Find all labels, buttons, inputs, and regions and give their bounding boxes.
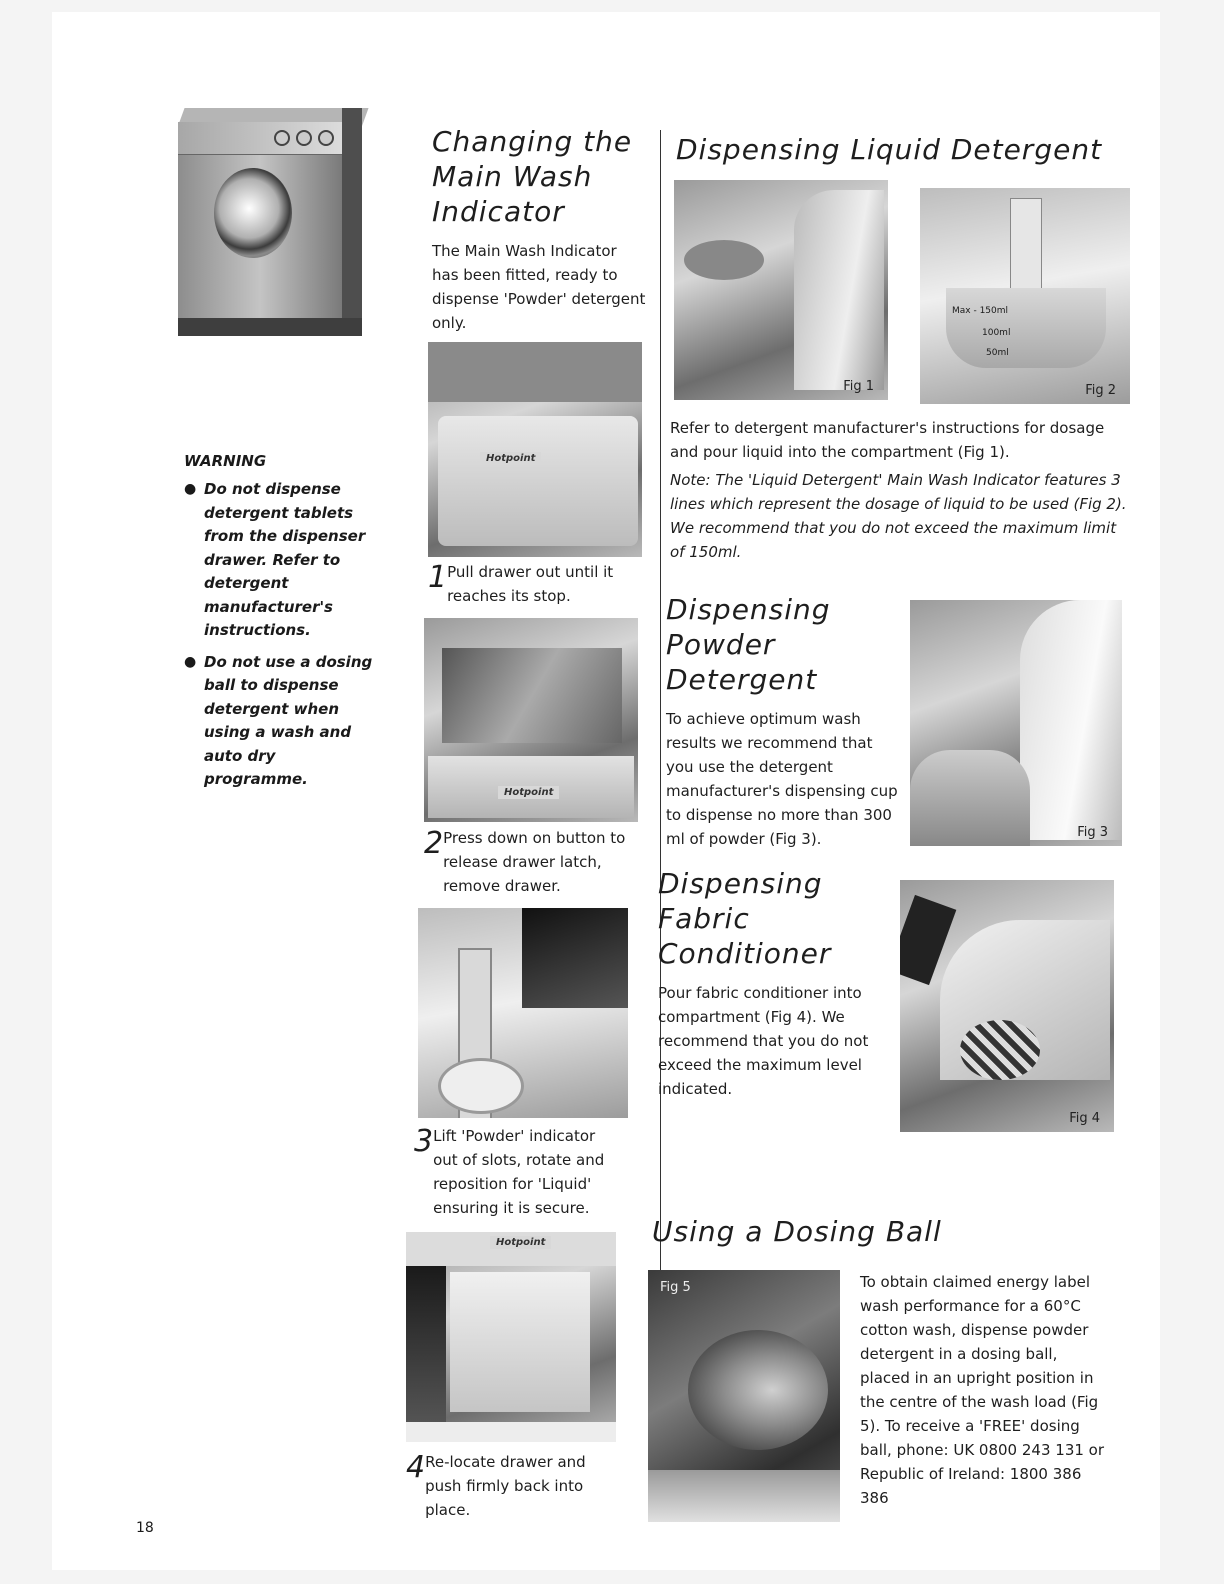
powder-title-line: Powder xyxy=(666,628,776,661)
brand-label: Hotpoint xyxy=(480,452,541,465)
marking-50: 50ml xyxy=(986,348,1009,358)
fig-label: Fig 5 xyxy=(660,1280,691,1295)
drawer-photo-4 xyxy=(406,1232,616,1442)
changing-intro: The Main Wash Indicator has been fitted, ready to dispense 'Powder' detergent only. xyxy=(432,242,646,332)
warning-box xyxy=(184,452,384,800)
machine-door xyxy=(214,168,292,258)
warning-title: WARNING xyxy=(184,452,267,470)
fabric-body: Pour fabric conditioner into compartment (Fig 4). We recommend that you do not exceed the maximum level indicated. xyxy=(658,984,869,1098)
drawer-photo-2 xyxy=(424,618,638,822)
washing-machine-photo xyxy=(178,108,362,348)
changing-title-line: Changing the xyxy=(432,125,633,158)
powder-section xyxy=(666,592,898,851)
marking-max: Max - 150ml xyxy=(952,306,1009,316)
fabric-title-line: Fabric xyxy=(658,902,750,935)
fig-label: Fig 1 xyxy=(843,379,874,394)
changing-section-header xyxy=(432,124,647,335)
drawer-photo-1 xyxy=(428,342,642,557)
step-3 xyxy=(414,1124,624,1220)
changing-title-line: Indicator xyxy=(432,195,565,228)
bullet-icon: ● xyxy=(184,481,197,497)
liquid-photo-fig2 xyxy=(920,188,1130,404)
fabric-photo-fig4 xyxy=(900,880,1114,1132)
fig-label: Fig 2 xyxy=(1085,383,1116,398)
powder-photo-fig3 xyxy=(910,600,1122,846)
warning-text: Do not dispense detergent tablets from the dispenser drawer. Refer to detergent manufacturer's instructions. xyxy=(204,480,366,639)
step-text: Pull drawer out until it reaches its stop. xyxy=(447,563,614,605)
powder-title-line: Dispensing xyxy=(666,593,831,626)
step-1 xyxy=(428,560,638,608)
brand-label: Hotpoint xyxy=(490,1236,551,1249)
step-2 xyxy=(424,826,638,898)
fig-label: Fig 3 xyxy=(1077,825,1108,840)
warning-item xyxy=(184,651,384,792)
dosing-title: Using a Dosing Ball xyxy=(652,1215,942,1248)
powder-body: To achieve optimum wash results we recommend that you use the detergent manufacturer's dispensing cup to dispense no more than 300 ml of powder (Fig 3). xyxy=(666,710,898,848)
marking-100: 100ml xyxy=(982,328,1011,338)
brand-label: Hotpoint xyxy=(498,786,559,799)
step-number: 1 xyxy=(428,560,448,595)
fig-label: Fig 4 xyxy=(1069,1111,1100,1126)
step-number: 4 xyxy=(406,1450,426,1485)
step-text: Lift 'Powder' indicator out of slots, rotate and reposition for 'Liquid' ensuring it is secure. xyxy=(433,1127,605,1217)
liquid-title: Dispensing Liquid Detergent xyxy=(676,133,1103,166)
fabric-title-line: Conditioner xyxy=(658,937,832,970)
step-text: Press down on button to release drawer latch, remove drawer. xyxy=(443,829,626,895)
dosing-body: To obtain claimed energy label wash performance for a 60°C cotton wash, dispense powder detergent in a dosing ball, placed in an upright position in the centre of the wash load (Fig 5). To receive a 'FREE' dosing ball, phone: UK 0800 243 131 or Republic of Ireland: 1800 386 386 xyxy=(860,1273,1105,1507)
fabric-title-line: Dispensing xyxy=(658,867,823,900)
changing-title-line: Main Wash xyxy=(432,160,593,193)
manual-page xyxy=(52,12,1160,1570)
step-number: 3 xyxy=(414,1124,434,1159)
liquid-text xyxy=(670,416,1132,564)
bullet-icon: ● xyxy=(184,653,197,670)
warning-text: Do not use a dosing ball to dispense detergent when using a wash and auto dry programme. xyxy=(204,652,373,788)
step-number: 2 xyxy=(424,826,444,861)
dosing-photo-fig5 xyxy=(648,1270,840,1522)
warning-item xyxy=(184,478,384,643)
fabric-section xyxy=(658,866,898,1101)
step-text: Re-locate drawer and push firmly back into place. xyxy=(425,1453,586,1519)
liquid-note: Note: The 'Liquid Detergent' Main Wash Indicator features 3 lines which represent the dosage of liquid to be used (Fig 2). We recommend that you do not exceed the maximum limit of 150ml. xyxy=(670,471,1127,561)
liquid-body: Refer to detergent manufacturer's instructions for dosage and pour liquid into the compartment (Fig 1). xyxy=(670,419,1105,461)
liquid-photo-fig1 xyxy=(674,180,888,400)
indicator-photo-3 xyxy=(418,908,628,1118)
step-4 xyxy=(406,1450,616,1522)
page-number: 18 xyxy=(136,1520,154,1536)
powder-title-line: Detergent xyxy=(666,663,818,696)
